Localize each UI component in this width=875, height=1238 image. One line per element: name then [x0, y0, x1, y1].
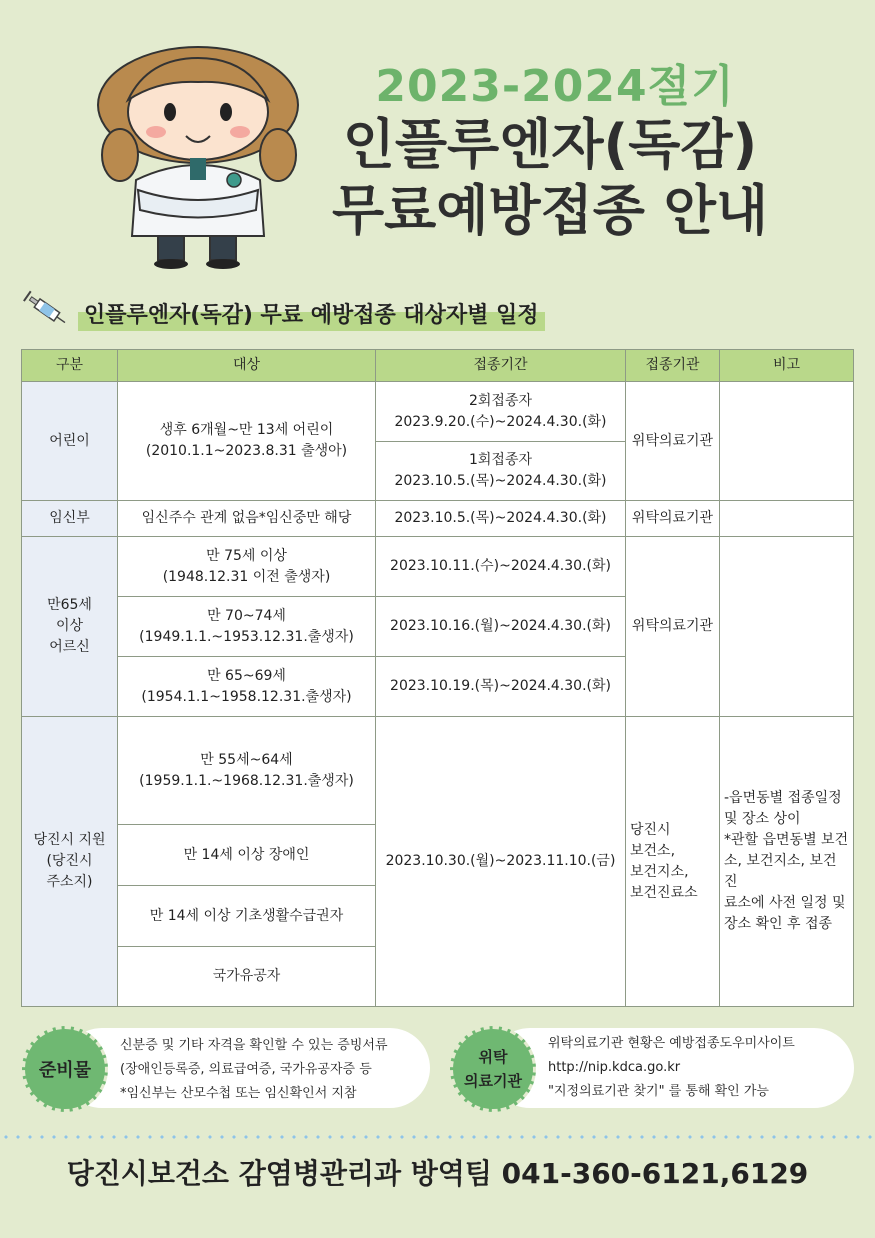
institution-dangjin: 당진시 보건소, 보건지소, 보건진료소 — [626, 717, 720, 1007]
preparation-badge: 준비물 — [22, 1026, 108, 1112]
institution-pregnant: 위탁의료기관 — [626, 501, 720, 537]
section-title: 인플루엔자(독감) 무료 예방접종 대상자별 일정 — [78, 296, 545, 331]
header-institution: 접종기관 — [626, 350, 720, 382]
period-children-2dose: 2회접종자 2023.9.20.(수)~2024.4.30.(화) — [376, 382, 626, 442]
institution-children: 위탁의료기관 — [626, 382, 720, 501]
schedule-table — [21, 349, 854, 1007]
target-elderly-65: 만 65~69세 (1954.1.1~1958.12.31.출생자) — [118, 657, 376, 717]
target-dangjin-disabled: 만 14세 이상 장애인 — [118, 825, 376, 886]
target-pregnant: 임신주수 관계 없음*임신중만 해당 — [118, 501, 376, 537]
target-elderly-75: 만 75세 이상 (1948.12.31 이전 출생자) — [118, 537, 376, 597]
table-row — [22, 717, 854, 825]
period-children-1dose: 1회접종자 2023.10.5.(목)~2024.4.30.(화) — [376, 442, 626, 501]
title-line-1: 인플루엔자(독감) — [342, 113, 758, 176]
category-dangjin: 당진시 지원 (당진시 주소지) — [22, 717, 118, 1007]
category-children: 어린이 — [22, 382, 118, 501]
preparation-text: 신분증 및 기타 자격을 확인할 수 있는 증빙서류 (장애인등록증, 의료급여증, 국가유공자증 등 *임신부는 산모수첩 또는 임신확인서 지참 — [120, 1038, 388, 1101]
table-header-row — [22, 350, 854, 382]
title-line-2: 무료예방접종 안내 — [331, 179, 769, 242]
institution-callout — [450, 1026, 858, 1112]
institution-text: 위탁의료기관 현황은 예방접종도우미사이트 http://nip.kdca.go.kr "지정의료기관 찾기" 를 통해 확인 가능 — [548, 1036, 795, 1099]
note-children — [720, 382, 854, 501]
period-elderly-70: 2023.10.16.(월)~2024.4.30.(화) — [376, 597, 626, 657]
table-row — [22, 537, 854, 597]
target-elderly-70: 만 70~74세 (1949.1.1.~1953.12.31.출생자) — [118, 597, 376, 657]
period-dangjin: 2023.10.30.(월)~2023.11.10.(금) — [376, 717, 626, 1007]
header-category: 구분 — [22, 350, 118, 382]
header-note: 비고 — [720, 350, 854, 382]
target-dangjin-veterans: 국가유공자 — [118, 947, 376, 1007]
institution-elderly: 위탁의료기관 — [626, 537, 720, 717]
note-elderly — [720, 537, 854, 717]
period-elderly-75: 2023.10.11.(수)~2024.4.30.(화) — [376, 537, 626, 597]
syringe-icon — [20, 288, 70, 334]
category-elderly: 만65세 이상 어르신 — [22, 537, 118, 717]
category-pregnant: 임신부 — [22, 501, 118, 537]
table-row — [22, 501, 854, 537]
target-dangjin-55: 만 55세~64세 (1959.1.1.~1968.12.31.출생자) — [118, 717, 376, 825]
footer-contact: 당진시보건소 감염병관리과 방역팀 041-360-6121,6129 — [66, 1157, 809, 1190]
period-pregnant: 2023.10.5.(목)~2024.4.30.(화) — [376, 501, 626, 537]
period-elderly-65: 2023.10.19.(목)~2024.4.30.(화) — [376, 657, 626, 717]
note-dangjin: -읍면동별 접종일정 및 장소 상이 *관할 읍면동별 보건 소, 보건지소, 보건진 료소에 사전 일정 및 장소 확인 후 접종 — [720, 717, 854, 1007]
header-target: 대상 — [118, 350, 376, 382]
target-children: 생후 6개월~만 13세 어린이 (2010.1.1~2023.8.31 출생아) — [118, 382, 376, 501]
doctor-character-illustration — [88, 40, 308, 270]
table-row — [22, 382, 854, 442]
preparation-callout — [22, 1026, 430, 1112]
institution-badge: 위탁 의료기관 — [450, 1026, 536, 1112]
header-period: 접종기간 — [376, 350, 626, 382]
page-title — [310, 112, 790, 244]
dotted-divider — [0, 1135, 875, 1139]
season-title: 2023-2024절기 — [375, 61, 735, 112]
target-dangjin-basic-livelihood: 만 14세 이상 기초생활수급권자 — [118, 886, 376, 947]
note-pregnant — [720, 501, 854, 537]
